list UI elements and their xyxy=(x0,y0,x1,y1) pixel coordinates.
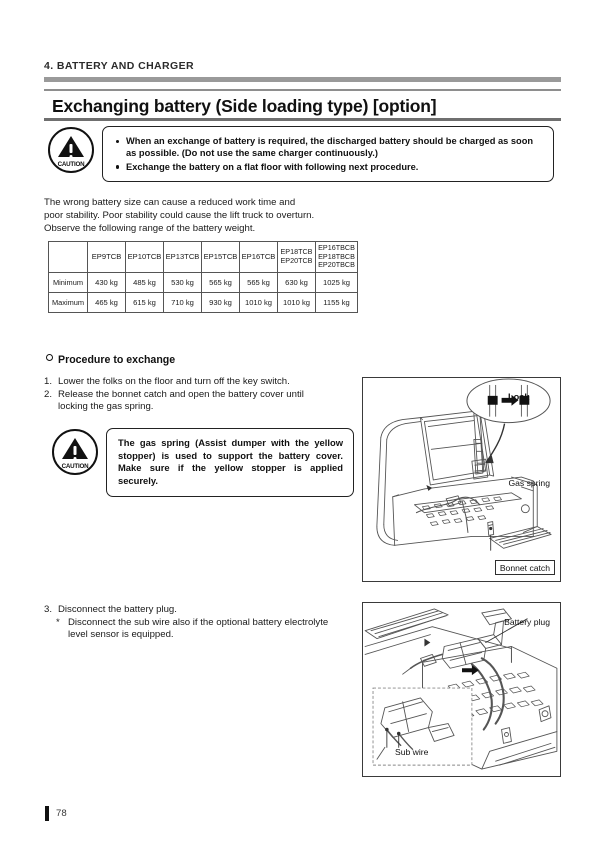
caution-text: The gas spring (Assist dumper with the yellow stopper) is used to support the battery cover. Make sure if the yellow stopper is applied securely. xyxy=(118,437,343,486)
page-number: 78 xyxy=(56,808,67,819)
table-cell: 1025 kg xyxy=(316,273,358,293)
step-text: Release the bonnet catch and open the battery cover until xyxy=(58,388,304,400)
label-gas-spring: Gas spring xyxy=(508,477,550,488)
table-col-header: EP18TCB EP20TCB xyxy=(278,242,316,273)
exclamation-mark-icon xyxy=(74,446,77,455)
table-col-header: EP9TCB xyxy=(88,242,126,273)
label-sub-wire: Sub wire xyxy=(395,746,429,757)
table-row xyxy=(49,293,358,313)
table-cell: 430 kg xyxy=(88,273,126,293)
table-cell: 710 kg xyxy=(164,293,202,313)
list-item-note xyxy=(44,617,356,642)
step-text-continued: locking the gas spring. xyxy=(58,401,154,413)
table-row-label: Maximum xyxy=(49,293,88,313)
table-col-header: EP10TCB xyxy=(126,242,164,273)
caution-icon-label: CAUTION xyxy=(61,463,89,470)
caution-bullet-text: When an exchange of battery is required, the discharged battery should be charged as soon as possible. (Do not use the same charger continuously.) xyxy=(126,136,534,159)
caution-block-top xyxy=(48,126,554,182)
page-title: Exchanging battery (Side loading type) [option] xyxy=(52,96,437,116)
intro-line: Observe the following range of the battery weight. xyxy=(44,222,256,234)
bullet-dot-icon xyxy=(116,140,119,143)
step-text: Lower the folks on the floor and turn off the key switch. xyxy=(58,376,290,387)
step-number: 1. xyxy=(44,376,53,387)
procedure-steps-continued xyxy=(44,604,356,642)
table-header-row xyxy=(49,242,358,273)
intro-line: poor stability. Poor stability could cause the lift truck to overturn. xyxy=(44,209,315,221)
table-row xyxy=(49,273,358,293)
caution-text-box xyxy=(106,428,354,497)
caution-bullet xyxy=(115,161,543,173)
intro-paragraph xyxy=(44,197,354,235)
note-text: Disconnect the sub wire also if the optional battery electrolyte xyxy=(68,616,329,628)
table-col-header: EP16TCB xyxy=(240,242,278,273)
procedure-heading xyxy=(46,354,175,366)
bullet-dot-icon xyxy=(116,165,119,168)
figure-battery-cover xyxy=(362,377,561,582)
label-lock: Lock xyxy=(508,392,530,402)
table-cell: 1010 kg xyxy=(240,293,278,313)
note-asterisk: * xyxy=(56,616,60,628)
label-bonnet-catch: Bonnet catch xyxy=(495,560,555,575)
section-header: 4. BATTERY AND CHARGER xyxy=(44,60,194,72)
table-cell: 930 kg xyxy=(202,293,240,313)
label-battery-plug: Battery plug xyxy=(504,616,550,627)
table-cell: 565 kg xyxy=(240,273,278,293)
table-col-header: EP13TCB xyxy=(164,242,202,273)
battery-weight-table xyxy=(48,241,358,313)
caution-bullet xyxy=(115,135,543,160)
procedure-heading-text: Procedure to exchange xyxy=(58,354,176,366)
list-item xyxy=(44,376,352,389)
note-text-continued: level sensor is equipped. xyxy=(68,629,174,641)
step-number: 3. xyxy=(44,604,53,615)
list-item xyxy=(44,604,356,617)
step-text: Disconnect the battery plug. xyxy=(58,604,177,615)
table-cell: 565 kg xyxy=(202,273,240,293)
intro-line: The wrong battery size can cause a reduced work time and xyxy=(44,197,296,208)
footer-marker xyxy=(45,806,49,821)
table-cell: 485 kg xyxy=(126,273,164,293)
table-cell: 530 kg xyxy=(164,273,202,293)
table-cell: 630 kg xyxy=(278,273,316,293)
step-number: 2. xyxy=(44,388,53,400)
table-corner-cell xyxy=(49,242,88,273)
list-item xyxy=(44,389,352,414)
table-col-header: EP16TBCB EP18TBCB EP20TBCB xyxy=(316,242,358,273)
caution-icon xyxy=(48,127,94,173)
header-gray-bar xyxy=(44,77,561,82)
title-underline xyxy=(44,118,561,121)
figure-battery-plug xyxy=(362,602,561,777)
table-col-header: EP15TCB xyxy=(202,242,240,273)
table-cell: 1155 kg xyxy=(316,293,358,313)
table-cell: 465 kg xyxy=(88,293,126,313)
circle-bullet-icon xyxy=(46,354,53,361)
caution-icon-label: CAUTION xyxy=(57,161,85,168)
exclamation-mark-icon xyxy=(70,144,73,153)
table-cell: 1010 kg xyxy=(278,293,316,313)
header-rule xyxy=(44,89,561,91)
table-row-label: Minimum xyxy=(49,273,88,293)
caution-text-box xyxy=(102,126,554,182)
caution-bullet-text: Exchange the battery on a flat floor with following next procedure. xyxy=(126,161,419,172)
table-cell: 615 kg xyxy=(126,293,164,313)
procedure-steps xyxy=(44,376,352,414)
caution-block-middle xyxy=(52,428,354,497)
caution-icon xyxy=(52,429,98,475)
